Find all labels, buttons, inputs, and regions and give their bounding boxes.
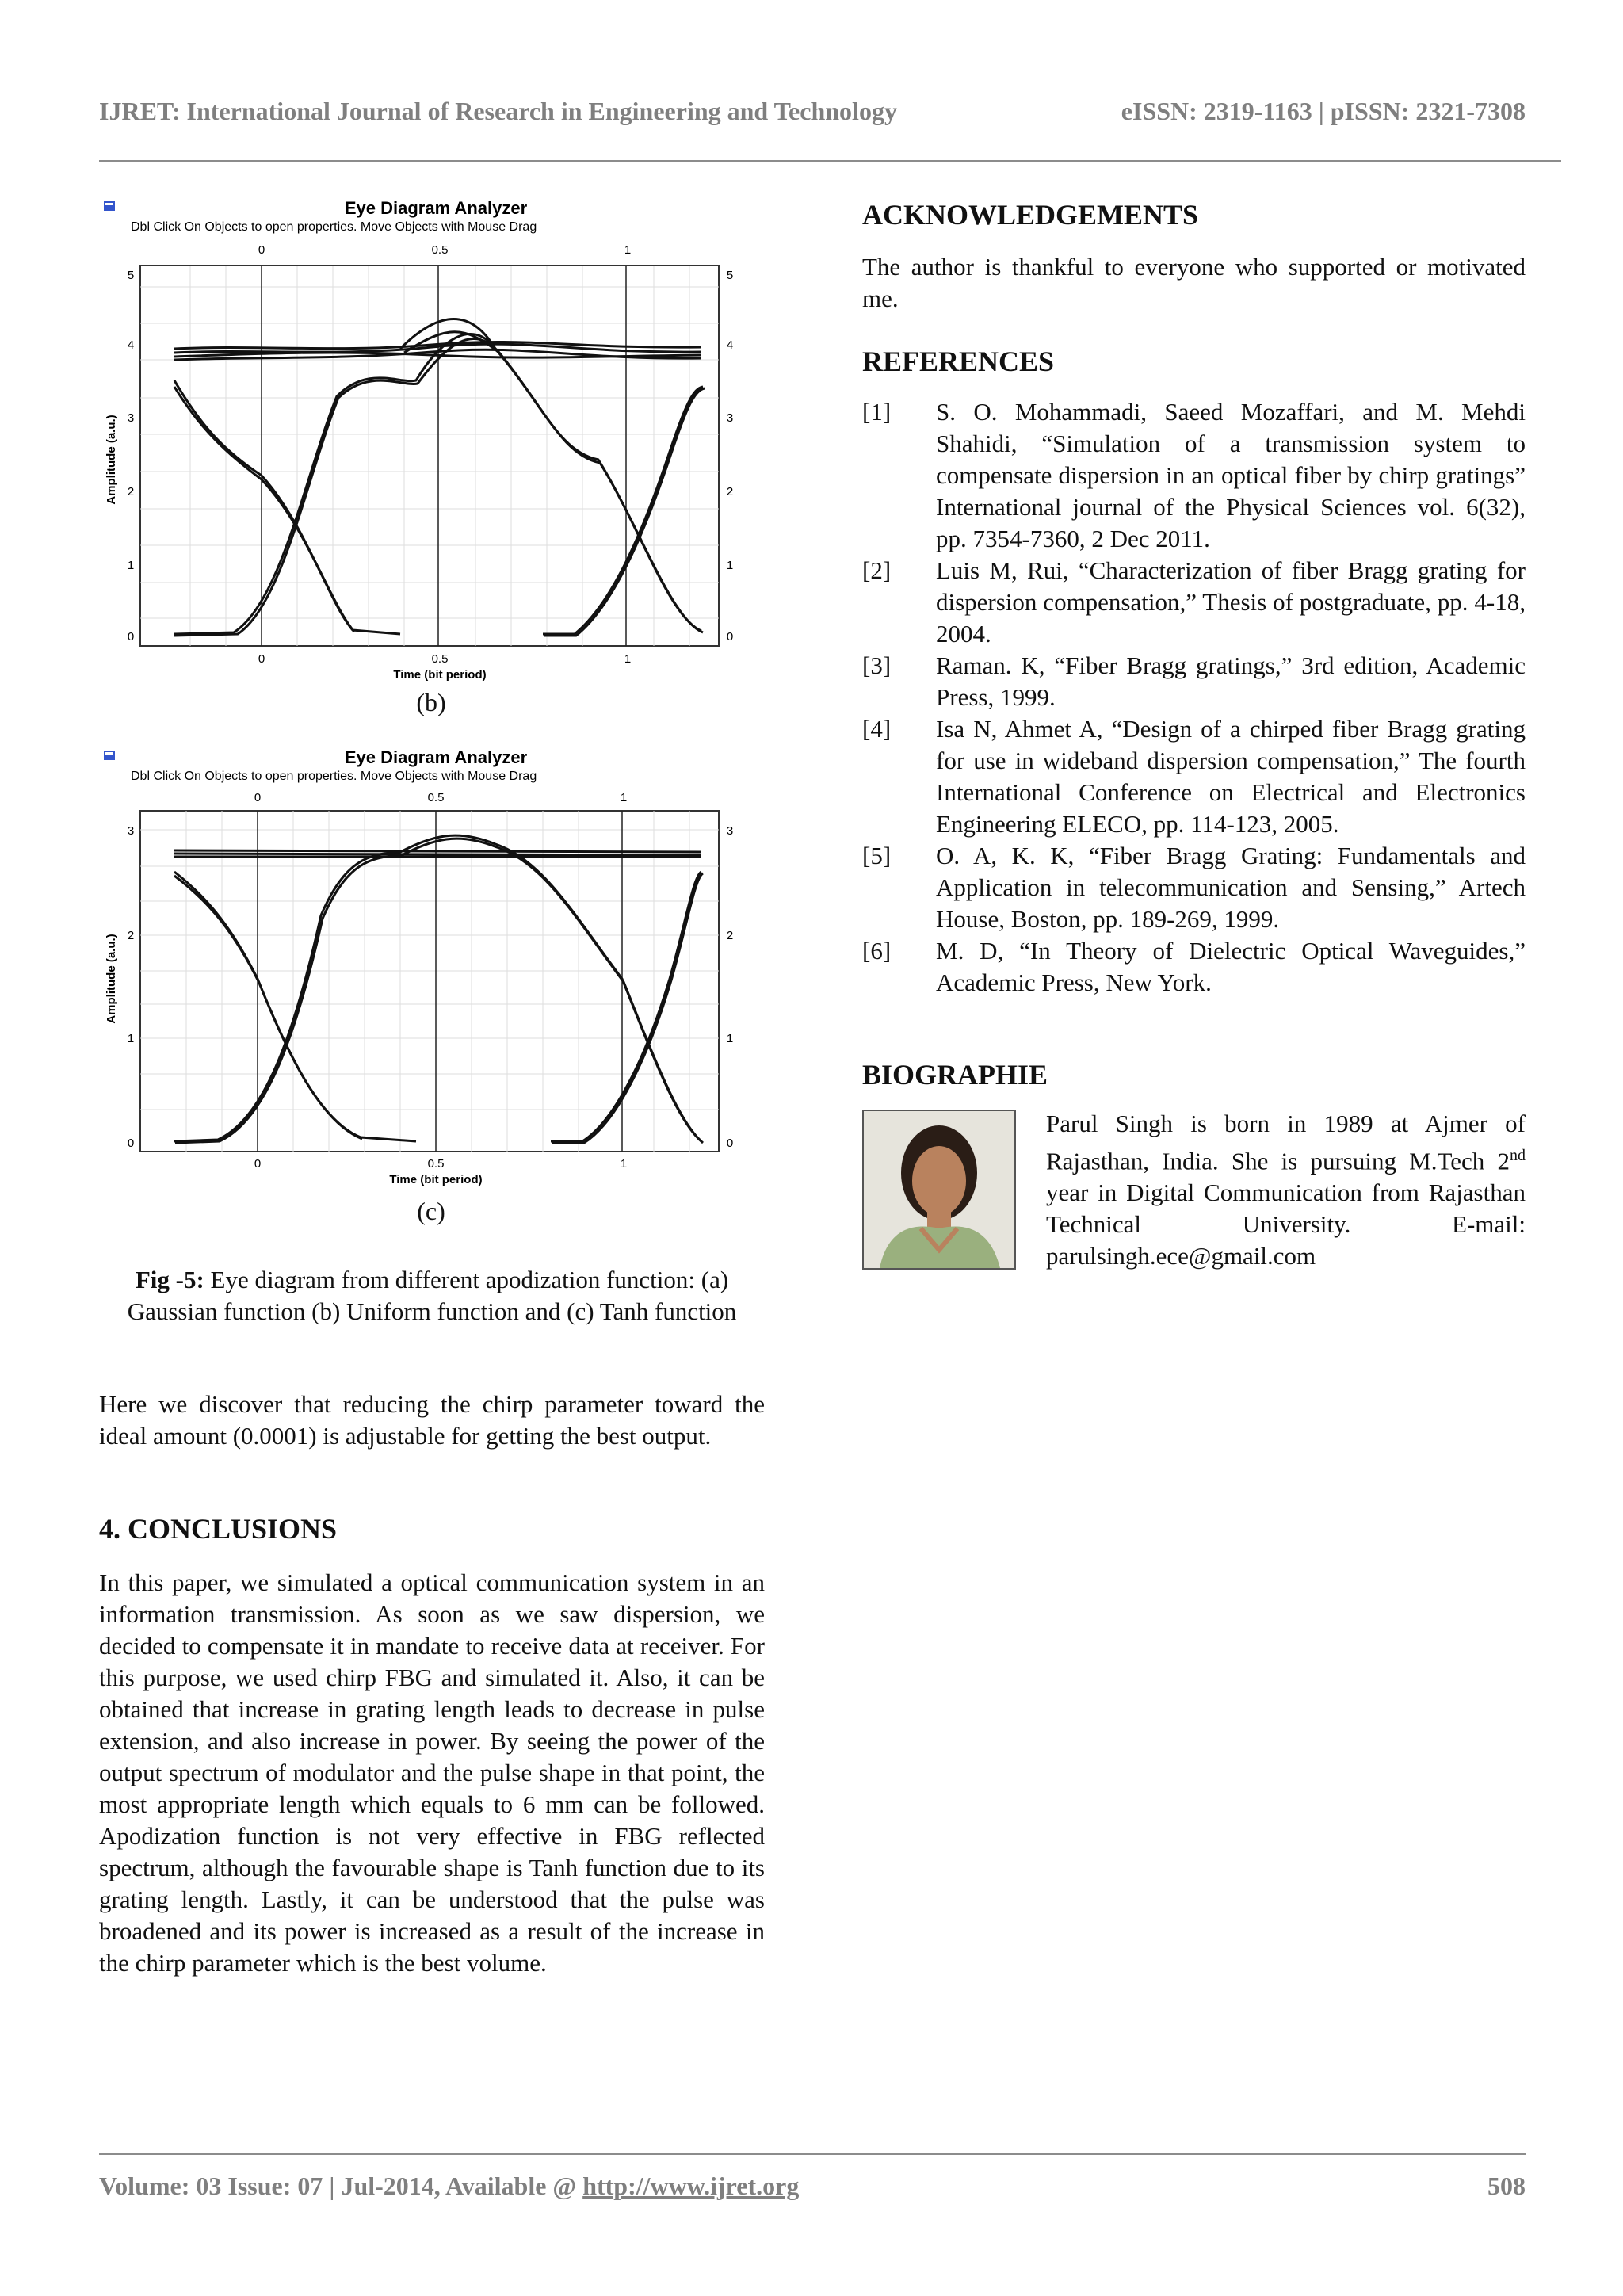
eye-diagram-b <box>99 190 765 690</box>
author-photo <box>862 1110 1016 1270</box>
conclusions-heading: 4. CONCLUSIONS <box>99 1513 338 1545</box>
refs-heading: REFERENCES <box>862 346 1055 377</box>
plot-b-subtitle: Dbl Click On Objects to open properties. Move Objects with Mouse Drag <box>131 220 537 234</box>
plot-b-ylabel: Amplitude (a.u.) <box>105 415 118 505</box>
panel-label-c: (c) <box>417 1197 445 1225</box>
journal-link[interactable]: http://www.ijret.org <box>582 2172 800 2200</box>
svg-text:5: 5 <box>127 269 135 282</box>
svg-text:0: 0 <box>726 630 734 644</box>
svg-text:0: 0 <box>258 652 265 666</box>
issn: eISSN: 2319-1163 | pISSN: 2321-7308 <box>1121 97 1526 125</box>
conclusions-text: In this paper, we simulated a optical communication system in an information transmission. As soon as we saw dispersion, we decided to compensate it in mandate to receive data at receiver. For this purpose, we used chirp FBG and simulated it. Also, it can be obtained that increase in grating length leads to decrease in pulse extension, and also increase in power. By seeing the power of the output spectrum of modulator and the pulse shape in that point, the most appropriate length which equals to 6 mm can be followed. Apodization function is not very effective in FBG reflected spectrum, although the favourable shape is Tanh function due to its grating length. Lastly, it can be understood that the pulse was broadened and its power is increased as a result of the increase in the chirp parameter which is the best volume. <box>99 1568 765 1977</box>
svg-text:0.5: 0.5 <box>431 243 449 257</box>
svg-text:1: 1 <box>726 559 734 572</box>
plot-b-title: Eye Diagram Analyzer <box>344 198 528 218</box>
ack-heading: ACKNOWLEDGEMENTS <box>862 199 1199 231</box>
figure-caption <box>99 1264 765 1328</box>
svg-text:0: 0 <box>254 1157 262 1171</box>
footer-rule <box>99 2153 1526 2155</box>
svg-text:3: 3 <box>726 824 734 838</box>
panel-label-b: (b) <box>416 688 446 716</box>
page-header <box>99 97 1526 136</box>
svg-text:2: 2 <box>127 485 135 499</box>
svg-text:1: 1 <box>726 1032 734 1045</box>
paragraph-chirp: Here we discover that reducing the chirp parameter toward the ideal amount (0.0001) is adjustable for getting the best output. <box>99 1390 765 1450</box>
svg-text:3: 3 <box>127 411 135 425</box>
svg-text:4: 4 <box>726 338 734 352</box>
svg-text:0.5: 0.5 <box>431 652 449 666</box>
reference-item: [3] Raman. K, “Fiber Bragg gratings,” 3rd edition, Academic Press, 1999. <box>862 651 1526 711</box>
plot-c-subtitle: Dbl Click On Objects to open properties. Move Objects with Mouse Drag <box>131 770 537 783</box>
footer-volume: Volume: 03 Issue: 07 | Jul-2014, Available @ http://www.ijret.org <box>99 2172 800 2200</box>
svg-text:3: 3 <box>127 824 135 838</box>
svg-text:1: 1 <box>620 1157 628 1171</box>
reference-list <box>862 396 1526 999</box>
plot-c-ylabel: Amplitude (a.u.) <box>105 934 118 1024</box>
plot-c-xlabel: Time (bit period) <box>389 1173 483 1186</box>
header-rule <box>99 160 1561 162</box>
svg-text:3: 3 <box>726 411 734 425</box>
reference-item: [1] S. O. Mohammadi, Saeed Mozaffari, and M. Mehdi Shahidi, “Simulation of a transmission system to compensate dispersion in an optical fiber by chirp gratings” International journal of the Physical Sciences vol. 6(32), pp. 7354-7360, 2 Dec 2011. <box>862 398 1526 552</box>
svg-text:1: 1 <box>127 559 135 572</box>
svg-text:0: 0 <box>254 791 262 804</box>
svg-text:0.5: 0.5 <box>427 1157 445 1171</box>
reference-item: [4] Isa N, Ahmet A, “Design of a chirped fiber Bragg grating for use in wideband dispersion compensation,” The fourth International Conference on Electrical and Electronics Engineering ELECO, pp. 114-123, 2005. <box>862 715 1526 838</box>
svg-text:4: 4 <box>127 338 135 352</box>
svg-text:1: 1 <box>620 791 628 804</box>
caption-text: Eye diagram from different apodization function: (a) Gaussian function (b) Uniform function and (c) Tanh function <box>127 1266 737 1325</box>
svg-text:1: 1 <box>624 652 632 666</box>
svg-text:0.5: 0.5 <box>427 791 445 804</box>
plot-b-xlabel: Time (bit period) <box>393 668 487 682</box>
svg-text:2: 2 <box>726 929 734 942</box>
plot-c-title: Eye Diagram Analyzer <box>344 747 528 767</box>
svg-text:2: 2 <box>726 485 734 499</box>
svg-text:0: 0 <box>127 630 135 644</box>
svg-text:1: 1 <box>127 1032 135 1045</box>
page-number: 508 <box>1487 2172 1526 2200</box>
svg-text:5: 5 <box>726 269 734 282</box>
reference-item: [5] O. A, K. K, “Fiber Bragg Grating: Fundamentals and Application in telecommunication and Sensing,” Artech House, Boston, pp. 189-269, 1999. <box>862 842 1526 933</box>
author-bio: Parul Singh is born in 1989 at Ajmer of Rajasthan, India. She is pursuing M.Tech 2nd year in Digital Communication from Rajasthan Technical University. E-mail: parulsingh.ece@gmail.com <box>1046 1110 1526 1270</box>
svg-text:0: 0 <box>258 243 265 257</box>
caption-label: Fig -5: <box>135 1266 204 1293</box>
svg-text:0: 0 <box>726 1137 734 1150</box>
reference-item: [2] Luis M, Rui, “Characterization of fiber Bragg grating for dispersion compensation,” Thesis of postgraduate, pp. 4-18, 2004. <box>862 556 1526 648</box>
page-footer <box>99 2172 1526 2211</box>
bio-heading: BIOGRAPHIE <box>862 1059 1048 1091</box>
eye-diagram-c <box>99 741 765 1193</box>
svg-text:1: 1 <box>624 243 632 257</box>
svg-text:2: 2 <box>127 929 135 942</box>
ack-text: The author is thankful to everyone who supported or motivated me. <box>862 253 1526 312</box>
svg-text:0: 0 <box>127 1137 135 1150</box>
reference-item: [6] M. D, “In Theory of Dielectric Optical Waveguides,” Academic Press, New York. <box>862 937 1526 996</box>
journal-name: IJRET: International Journal of Research in Engineering and Technology <box>99 97 897 125</box>
